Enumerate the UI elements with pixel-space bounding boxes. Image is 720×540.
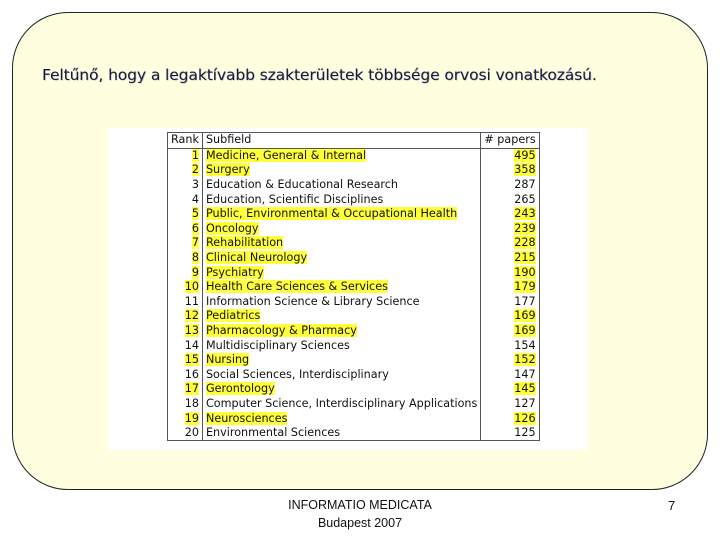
rank-cell (168, 397, 203, 412)
subfield-cell (202, 353, 480, 368)
rank-cell (168, 411, 203, 426)
rank-cell (168, 338, 203, 353)
subfield-cell (202, 338, 480, 353)
table-row (168, 397, 540, 412)
rank-cell (168, 309, 203, 324)
papers-cell-text: 239 (514, 221, 536, 235)
subfield-cell-text: Education, Scientific Disciplines (205, 192, 384, 206)
subfield-cell-text: Education & Educational Research (205, 178, 399, 192)
table-row (168, 295, 540, 310)
rank-cell (168, 148, 203, 163)
subfield-cell-text: Environmental Sciences (205, 426, 341, 440)
table-row (168, 251, 540, 266)
table-row (168, 324, 540, 339)
rank-cell-text: 12 (184, 309, 199, 323)
subfield-cell-text: Oncology (205, 221, 259, 235)
table-row (168, 353, 540, 368)
papers-cell (481, 280, 539, 295)
subfield-cell (202, 207, 480, 222)
subfield-cell (202, 324, 480, 339)
rank-cell (168, 353, 203, 368)
rank-cell-text: 7 (191, 236, 199, 250)
subfield-cell (202, 236, 480, 251)
table-row (168, 236, 540, 251)
papers-cell-text: 179 (514, 280, 536, 294)
rank-cell-text: 4 (191, 192, 199, 206)
papers-cell (481, 148, 539, 163)
rank-cell-text: 15 (184, 353, 199, 367)
subfield-cell-text: Computer Science, Interdisciplinary Applications (205, 396, 478, 410)
papers-cell (481, 426, 539, 441)
papers-cell-text: 265 (514, 192, 536, 206)
table-row (168, 178, 540, 193)
subfield-cell (202, 251, 480, 266)
papers-cell (481, 397, 539, 412)
subfield-cell (202, 382, 480, 397)
papers-cell-text: 154 (514, 338, 536, 352)
papers-cell-text: 177 (514, 294, 536, 308)
rank-cell-text: 1 (191, 148, 199, 162)
papers-cell (481, 353, 539, 368)
rank-cell-text: 11 (184, 294, 199, 308)
header-subfield: Subfield (202, 133, 480, 149)
papers-cell (481, 207, 539, 222)
subfield-cell-text: Rehabilitation (205, 236, 284, 250)
table-row (168, 338, 540, 353)
table-row (168, 163, 540, 178)
subfield-cell (202, 368, 480, 383)
papers-cell-text: 287 (514, 178, 536, 192)
header-papers: # papers (481, 133, 539, 149)
papers-cell-text: 190 (514, 265, 536, 279)
header-rank: Rank (168, 133, 203, 149)
rank-cell (168, 426, 203, 441)
table-row (168, 265, 540, 280)
papers-cell-text: 125 (514, 426, 536, 440)
table-body (168, 148, 540, 441)
rank-cell (168, 192, 203, 207)
footer-conference: INFORMATIO MEDICATA (288, 498, 432, 512)
papers-cell-text: 152 (514, 353, 536, 367)
papers-cell (481, 178, 539, 193)
rank-cell (168, 324, 203, 339)
rank-cell (168, 382, 203, 397)
subfield-cell-text: Pediatrics (205, 309, 261, 323)
rank-cell (168, 163, 203, 178)
table-row (168, 368, 540, 383)
papers-cell-text: 169 (514, 309, 536, 323)
subfield-cell-text: Surgery (205, 163, 250, 177)
table-image (108, 128, 588, 450)
subfield-cell-text: Multidisciplinary Sciences (205, 338, 350, 352)
subfield-cell (202, 397, 480, 412)
papers-cell-text: 495 (514, 148, 536, 162)
rank-cell-text: 10 (184, 280, 199, 294)
subfield-cell-text: Neurosciences (205, 411, 288, 425)
table-row (168, 207, 540, 222)
rank-cell-text: 14 (184, 338, 199, 352)
subfield-cell-text: Social Sciences, Interdisciplinary (205, 367, 389, 381)
subfield-cell (202, 295, 480, 310)
subfield-cell-text: Public, Environmental & Occupational Health (205, 207, 458, 221)
rank-cell (168, 280, 203, 295)
rank-cell (168, 368, 203, 383)
subfield-cell-text: Clinical Neurology (205, 251, 308, 265)
papers-cell (481, 236, 539, 251)
subfield-cell (202, 265, 480, 280)
rank-cell (168, 251, 203, 266)
papers-cell (481, 338, 539, 353)
table-row (168, 148, 540, 163)
rank-cell (168, 295, 203, 310)
papers-cell-text: 169 (514, 324, 536, 338)
subfield-cell (202, 280, 480, 295)
papers-cell (481, 251, 539, 266)
papers-cell-text: 228 (514, 236, 536, 250)
rank-cell (168, 265, 203, 280)
table-row (168, 382, 540, 397)
rank-cell-text: 17 (184, 382, 199, 396)
rank-cell-text: 8 (191, 251, 199, 265)
subfield-cell-text: Pharmacology & Pharmacy (205, 324, 357, 338)
papers-cell (481, 222, 539, 237)
subfield-cell (202, 222, 480, 237)
rank-cell-text: 5 (191, 207, 199, 221)
subfield-cell-text: Psychiatry (205, 265, 264, 279)
rank-cell-text: 18 (184, 396, 199, 410)
page-number: 7 (668, 498, 676, 513)
papers-cell-text: 358 (514, 163, 536, 177)
papers-cell-text: 126 (514, 411, 536, 425)
rank-cell-text: 2 (191, 163, 199, 177)
papers-cell-text: 147 (514, 367, 536, 381)
rank-cell-text: 16 (184, 367, 199, 381)
rank-cell-text: 3 (191, 178, 199, 192)
papers-cell (481, 192, 539, 207)
slide-title: Feltűnő, hogy a legaktívabb szakterületek többsége orvosi vonatkozású. (42, 66, 597, 84)
subfield-cell (202, 426, 480, 441)
subfield-cell-text: Health Care Sciences & Services (205, 280, 388, 294)
rank-cell (168, 207, 203, 222)
subfield-ranking-table (167, 132, 540, 441)
table-row (168, 411, 540, 426)
papers-cell (481, 163, 539, 178)
footer-location: Budapest 2007 (317, 516, 403, 530)
subfield-cell-text: Nursing (205, 353, 250, 367)
rank-cell-text: 9 (191, 265, 199, 279)
rank-cell (168, 178, 203, 193)
papers-cell (481, 324, 539, 339)
table-row (168, 192, 540, 207)
rank-cell (168, 222, 203, 237)
subfield-cell (202, 178, 480, 193)
papers-cell (481, 411, 539, 426)
subfield-cell (202, 411, 480, 426)
table-row (168, 222, 540, 237)
rank-cell-text: 13 (184, 324, 199, 338)
subfield-cell (202, 148, 480, 163)
papers-cell (481, 368, 539, 383)
rank-cell (168, 236, 203, 251)
subfield-cell-text: Medicine, General & Internal (205, 148, 367, 162)
subfield-cell-text: Gerontology (205, 382, 275, 396)
table-header-row (168, 133, 540, 149)
papers-cell (481, 265, 539, 280)
subfield-cell-text: Information Science & Library Science (205, 294, 420, 308)
subfield-cell (202, 163, 480, 178)
papers-cell (481, 295, 539, 310)
papers-cell-text: 215 (514, 251, 536, 265)
footer (230, 496, 490, 532)
subfield-cell (202, 309, 480, 324)
papers-cell-text: 145 (514, 382, 536, 396)
table-row (168, 280, 540, 295)
papers-cell (481, 382, 539, 397)
rank-cell-text: 20 (184, 426, 199, 440)
rank-cell-text: 19 (184, 411, 199, 425)
papers-cell-text: 243 (514, 207, 536, 221)
rank-cell-text: 6 (191, 221, 199, 235)
table-row (168, 309, 540, 324)
papers-cell-text: 127 (514, 396, 536, 410)
table-row (168, 426, 540, 441)
papers-cell (481, 309, 539, 324)
subfield-cell (202, 192, 480, 207)
